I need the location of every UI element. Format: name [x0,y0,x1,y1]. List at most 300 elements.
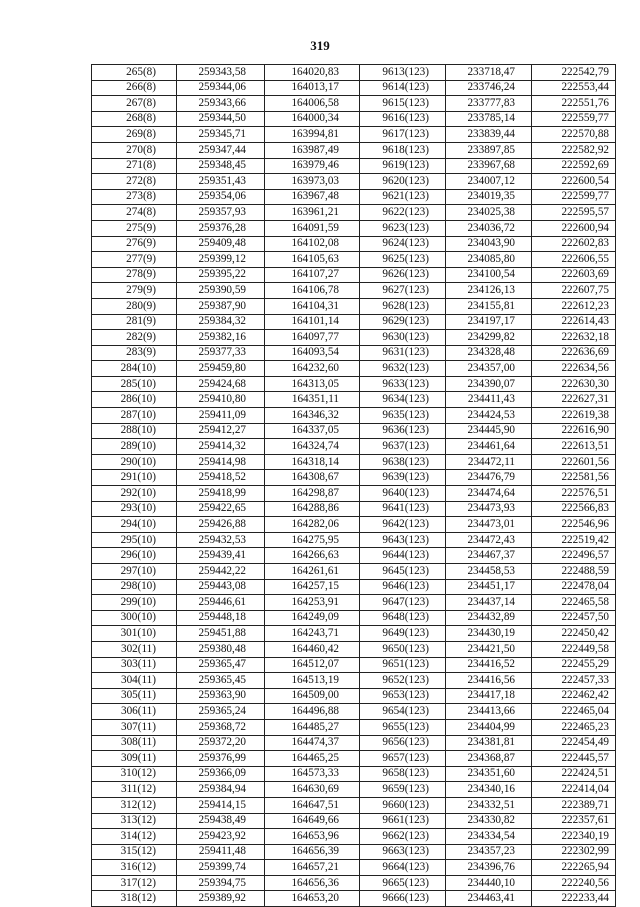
table-cell: 292(10) [92,486,177,502]
table-cell: 234430,19 [446,626,532,642]
table-cell: 222559,77 [532,111,616,127]
table-cell: 234019,35 [446,189,532,205]
table-cell: 9626(123) [360,267,446,283]
table-cell: 222519,42 [532,532,616,548]
table-cell: 259438,49 [177,813,265,829]
table-row [92,501,616,517]
table-cell: 233746,24 [446,80,532,96]
table-cell: 9665(123) [360,875,446,891]
table-cell: 259418,99 [177,486,265,502]
table-cell: 234473,01 [446,517,532,533]
table-cell: 222424,51 [532,766,616,782]
table-cell: 279(9) [92,283,177,299]
table-cell: 9639(123) [360,470,446,486]
table-cell: 233718,47 [446,65,532,81]
table-cell: 234155,81 [446,298,532,314]
table-cell: 222634,56 [532,361,616,377]
table-cell: 259343,58 [177,65,265,81]
table-cell: 9657(123) [360,751,446,767]
table-cell: 307(11) [92,719,177,735]
table-cell: 259384,94 [177,782,265,798]
table-cell: 315(12) [92,844,177,860]
table-cell: 234328,48 [446,345,532,361]
table-cell: 259344,06 [177,80,265,96]
table-cell: 233785,14 [446,111,532,127]
table-cell: 259395,22 [177,267,265,283]
table-cell: 259448,18 [177,610,265,626]
table-row [92,735,616,751]
table-cell: 259414,15 [177,797,265,813]
table-cell: 234100,54 [446,267,532,283]
table-row [92,283,616,299]
table-cell: 233777,83 [446,96,532,112]
table-cell: 234340,16 [446,782,532,798]
table-row [92,688,616,704]
table-cell: 164253,91 [265,595,360,611]
table-cell: 303(11) [92,657,177,673]
table-cell: 271(8) [92,158,177,174]
table-cell: 222607,75 [532,283,616,299]
table-cell: 9654(123) [360,704,446,720]
table-cell: 9636(123) [360,423,446,439]
table-cell: 234404,99 [446,719,532,735]
table-cell: 164351,11 [265,392,360,408]
table-cell: 259387,90 [177,298,265,314]
table-row [92,298,616,314]
table-cell: 9645(123) [360,564,446,580]
table-cell: 164308,67 [265,470,360,486]
table-cell: 259422,65 [177,501,265,517]
table-cell: 309(11) [92,751,177,767]
table-cell: 222551,76 [532,96,616,112]
coordinates-table [91,64,616,907]
table-cell: 259459,80 [177,361,265,377]
table-cell: 9642(123) [360,517,446,533]
table-cell: 9661(123) [360,813,446,829]
table-row [92,782,616,798]
table-cell: 316(12) [92,860,177,876]
table-cell: 9660(123) [360,797,446,813]
table-cell: 9617(123) [360,127,446,143]
table-cell: 222636,69 [532,345,616,361]
table-cell: 222542,79 [532,65,616,81]
table-row [92,330,616,346]
table-row [92,236,616,252]
table-cell: 259363,90 [177,688,265,704]
table-cell: 234036,72 [446,220,532,236]
table-row [92,142,616,158]
table-cell: 259365,45 [177,673,265,689]
table-cell: 222627,31 [532,392,616,408]
table-cell: 234461,64 [446,439,532,455]
table-cell: 259365,24 [177,704,265,720]
table-cell: 234474,64 [446,486,532,502]
table-cell: 284(10) [92,361,177,377]
table-cell: 259376,99 [177,751,265,767]
table-row [92,751,616,767]
table-cell: 234421,50 [446,641,532,657]
table-cell: 164257,15 [265,579,360,595]
table-cell: 259343,66 [177,96,265,112]
table-cell: 295(10) [92,532,177,548]
table-cell: 280(9) [92,298,177,314]
table-cell: 282(9) [92,330,177,346]
table-cell: 285(10) [92,376,177,392]
table-row [92,517,616,533]
table-row [92,766,616,782]
table-cell: 259424,68 [177,376,265,392]
table-cell: 164657,21 [265,860,360,876]
table-cell: 9648(123) [360,610,446,626]
table-cell: 9640(123) [360,486,446,502]
table-row [92,267,616,283]
table-cell: 234432,89 [446,610,532,626]
table-cell: 164006,58 [265,96,360,112]
table-cell: 259377,33 [177,345,265,361]
table-cell: 164474,37 [265,735,360,751]
table-cell: 234126,13 [446,283,532,299]
table-cell: 9641(123) [360,501,446,517]
table-cell: 259376,28 [177,220,265,236]
table-row [92,860,616,876]
table-cell: 234368,87 [446,751,532,767]
table-row [92,454,616,470]
table-cell: 234357,00 [446,361,532,377]
table-cell: 164513,19 [265,673,360,689]
table-cell: 222599,77 [532,189,616,205]
table-cell: 9620(123) [360,174,446,190]
table-cell: 286(10) [92,392,177,408]
table-cell: 222603,69 [532,267,616,283]
table-cell: 222600,54 [532,174,616,190]
table-cell: 234445,90 [446,423,532,439]
table-cell: 163967,48 [265,189,360,205]
table-cell: 233967,68 [446,158,532,174]
table-cell: 222340,19 [532,829,616,845]
table-row [92,220,616,236]
table-cell: 164282,06 [265,517,360,533]
table-cell: 9650(123) [360,641,446,657]
table-cell: 283(9) [92,345,177,361]
table-cell: 222595,57 [532,205,616,221]
table-row [92,392,616,408]
table-cell: 259394,75 [177,875,265,891]
table-cell: 163979,46 [265,158,360,174]
table-cell: 259432,53 [177,532,265,548]
table-cell: 9663(123) [360,844,446,860]
table-cell: 222457,33 [532,673,616,689]
table-cell: 164097,77 [265,330,360,346]
table-cell: 164653,96 [265,829,360,845]
table-cell: 222357,61 [532,813,616,829]
table-cell: 164104,31 [265,298,360,314]
table-cell: 234440,10 [446,875,532,891]
table-cell: 9613(123) [360,65,446,81]
table-cell: 259348,45 [177,158,265,174]
table-cell: 222606,55 [532,252,616,268]
table-cell: 222414,04 [532,782,616,798]
table-cell: 164649,66 [265,813,360,829]
table-cell: 259410,80 [177,392,265,408]
table-cell: 9651(123) [360,657,446,673]
table-cell: 234472,11 [446,454,532,470]
table-cell: 222546,96 [532,517,616,533]
table-cell: 234085,80 [446,252,532,268]
table-row [92,813,616,829]
table-row [92,829,616,845]
table-row [92,80,616,96]
table-cell: 259368,72 [177,719,265,735]
table-cell: 234043,90 [446,236,532,252]
table-row [92,174,616,190]
table-cell: 259345,71 [177,127,265,143]
table-cell: 273(8) [92,189,177,205]
table-row [92,844,616,860]
table-cell: 164346,32 [265,408,360,424]
table-cell: 9656(123) [360,735,446,751]
table-cell: 234334,54 [446,829,532,845]
table-cell: 259418,52 [177,470,265,486]
table-cell: 9647(123) [360,595,446,611]
table-cell: 164647,51 [265,797,360,813]
table-cell: 234451,17 [446,579,532,595]
table-row [92,579,616,595]
table-cell: 164573,33 [265,766,360,782]
table-cell: 222445,57 [532,751,616,767]
table-cell: 164261,61 [265,564,360,580]
table-row [92,548,616,564]
table-cell: 234416,52 [446,657,532,673]
table-cell: 234463,41 [446,891,532,907]
table-cell: 259399,12 [177,252,265,268]
table-cell: 234330,82 [446,813,532,829]
table-cell: 9655(123) [360,719,446,735]
table-cell: 164107,27 [265,267,360,283]
table-cell: 9637(123) [360,439,446,455]
table-row [92,797,616,813]
table-cell: 9621(123) [360,189,446,205]
table-row [92,65,616,81]
table-cell: 259366,09 [177,766,265,782]
table-cell: 222478,04 [532,579,616,595]
table-cell: 9643(123) [360,532,446,548]
table-cell: 9629(123) [360,314,446,330]
table-cell: 222455,29 [532,657,616,673]
coordinates-table-body [92,65,616,907]
table-row [92,314,616,330]
table-cell: 259354,06 [177,189,265,205]
table-cell: 222465,04 [532,704,616,720]
table-row [92,610,616,626]
table-cell: 164105,63 [265,252,360,268]
table-row [92,361,616,377]
table-cell: 164656,39 [265,844,360,860]
table-cell: 9644(123) [360,548,446,564]
table-cell: 281(9) [92,314,177,330]
table-cell: 9619(123) [360,158,446,174]
table-cell: 259451,88 [177,626,265,642]
table-cell: 9633(123) [360,376,446,392]
table-cell: 222582,92 [532,142,616,158]
table-cell: 164313,05 [265,376,360,392]
table-cell: 270(8) [92,142,177,158]
table-cell: 222566,83 [532,501,616,517]
table-cell: 164653,20 [265,891,360,907]
table-cell: 9618(123) [360,142,446,158]
table-cell: 9615(123) [360,96,446,112]
table-cell: 9646(123) [360,579,446,595]
table-cell: 259399,74 [177,860,265,876]
table-cell: 222233,44 [532,891,616,907]
table-cell: 234437,14 [446,595,532,611]
table-cell: 272(8) [92,174,177,190]
table-cell: 9622(123) [360,205,446,221]
table-cell: 234467,37 [446,548,532,564]
table-row [92,673,616,689]
table-cell: 222450,42 [532,626,616,642]
table-row [92,486,616,502]
table-cell: 234458,53 [446,564,532,580]
table-cell: 288(10) [92,423,177,439]
table-cell: 234299,82 [446,330,532,346]
table-row [92,641,616,657]
table-cell: 222632,18 [532,330,616,346]
table-cell: 222240,56 [532,875,616,891]
table-cell: 9659(123) [360,782,446,798]
table-cell: 9658(123) [360,766,446,782]
table-cell: 9632(123) [360,361,446,377]
table-cell: 164485,27 [265,719,360,735]
table-cell: 164275,95 [265,532,360,548]
table-cell: 9628(123) [360,298,446,314]
table-cell: 233839,44 [446,127,532,143]
table-cell: 314(12) [92,829,177,845]
table-cell: 164460,42 [265,641,360,657]
table-cell: 9631(123) [360,345,446,361]
table-cell: 234424,53 [446,408,532,424]
table-cell: 234472,43 [446,532,532,548]
table-cell: 259414,32 [177,439,265,455]
table-cell: 9634(123) [360,392,446,408]
table-cell: 234381,81 [446,735,532,751]
table-cell: 164000,34 [265,111,360,127]
table-row [92,595,616,611]
table-cell: 164509,00 [265,688,360,704]
table-cell: 164102,08 [265,236,360,252]
table-cell: 269(8) [92,127,177,143]
table-cell: 9662(123) [360,829,446,845]
table-cell: 266(8) [92,80,177,96]
table-cell: 265(8) [92,65,177,81]
table-cell: 9623(123) [360,220,446,236]
table-cell: 317(12) [92,875,177,891]
table-cell: 313(12) [92,813,177,829]
table-cell: 233897,85 [446,142,532,158]
table-cell: 234411,43 [446,392,532,408]
table-row [92,345,616,361]
table-cell: 259357,93 [177,205,265,221]
table-cell: 234351,60 [446,766,532,782]
table-cell: 301(10) [92,626,177,642]
table-cell: 277(9) [92,252,177,268]
table-cell: 310(12) [92,766,177,782]
table-cell: 234332,51 [446,797,532,813]
table-cell: 222570,88 [532,127,616,143]
table-cell: 164337,05 [265,423,360,439]
table-cell: 259382,16 [177,330,265,346]
table-cell: 222576,51 [532,486,616,502]
table-cell: 259390,59 [177,283,265,299]
table-cell: 300(10) [92,610,177,626]
table-cell: 164020,83 [265,65,360,81]
table-cell: 259372,20 [177,735,265,751]
table-cell: 287(10) [92,408,177,424]
table-cell: 276(9) [92,236,177,252]
table-cell: 294(10) [92,517,177,533]
table-cell: 259380,48 [177,641,265,657]
table-cell: 222265,94 [532,860,616,876]
table-cell: 290(10) [92,454,177,470]
table-cell: 222496,57 [532,548,616,564]
table-cell: 222454,49 [532,735,616,751]
table-cell: 291(10) [92,470,177,486]
table-cell: 222614,43 [532,314,616,330]
table-row [92,719,616,735]
table-cell: 289(10) [92,439,177,455]
table-cell: 164512,07 [265,657,360,673]
table-cell: 267(8) [92,96,177,112]
table-cell: 234413,66 [446,704,532,720]
table-cell: 296(10) [92,548,177,564]
table-cell: 164243,71 [265,626,360,642]
table-cell: 164091,59 [265,220,360,236]
table-cell: 222465,58 [532,595,616,611]
table-cell: 9624(123) [360,236,446,252]
table-cell: 9664(123) [360,860,446,876]
table-cell: 234390,07 [446,376,532,392]
table-row [92,205,616,221]
table-cell: 9627(123) [360,283,446,299]
table-cell: 9635(123) [360,408,446,424]
table-cell: 222553,44 [532,80,616,96]
table-cell: 164093,54 [265,345,360,361]
table-cell: 311(12) [92,782,177,798]
table-cell: 222449,58 [532,641,616,657]
table-cell: 259442,22 [177,564,265,580]
table-cell: 259414,98 [177,454,265,470]
table-cell: 164465,25 [265,751,360,767]
table-cell: 259347,44 [177,142,265,158]
table-cell: 318(12) [92,891,177,907]
page-number: 319 [310,38,330,53]
table-row [92,564,616,580]
table-cell: 259384,32 [177,314,265,330]
table-cell: 222302,99 [532,844,616,860]
table-row [92,96,616,112]
table-cell: 9625(123) [360,252,446,268]
table-cell: 222592,69 [532,158,616,174]
table-cell: 9638(123) [360,454,446,470]
table-row [92,127,616,143]
table-cell: 259411,48 [177,844,265,860]
table-cell: 222457,50 [532,610,616,626]
table-cell: 259344,50 [177,111,265,127]
table-cell: 259439,41 [177,548,265,564]
table-cell: 234007,12 [446,174,532,190]
table-cell: 259351,43 [177,174,265,190]
table-cell: 164106,78 [265,283,360,299]
table-cell: 275(9) [92,220,177,236]
